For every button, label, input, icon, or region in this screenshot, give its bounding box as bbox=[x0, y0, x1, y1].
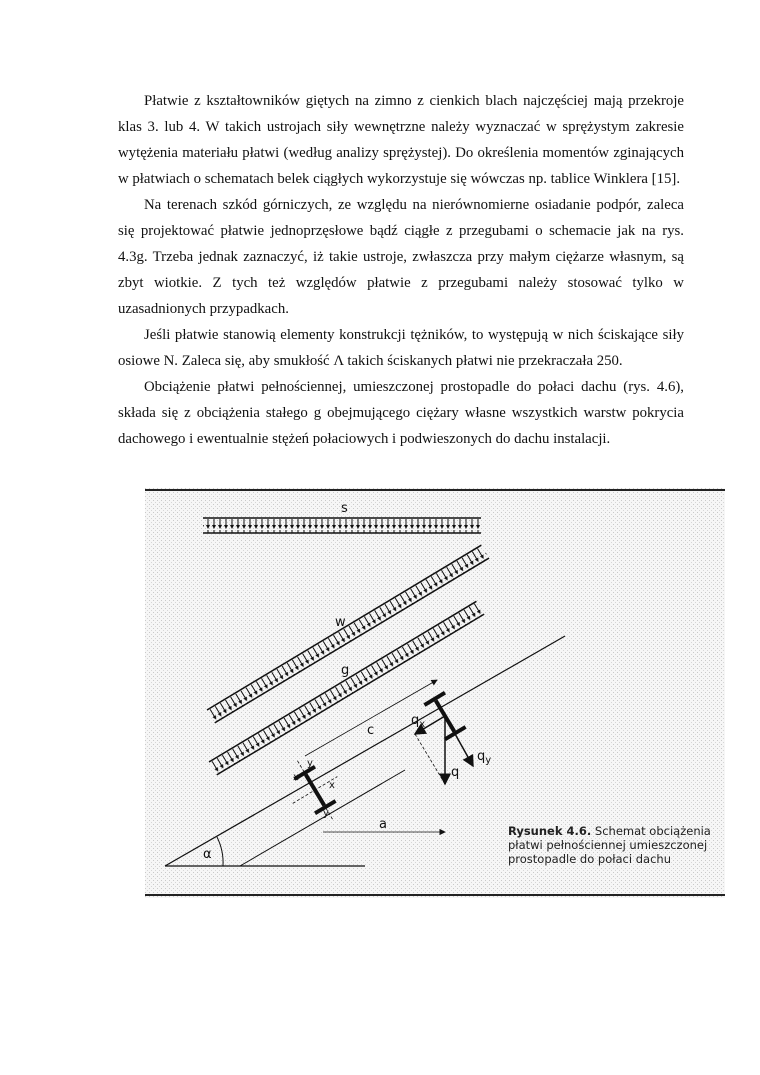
paragraph-1: Płatwie z kształtowników giętych na zimno z cienkich blach najczęściej mają przekroje klas 3. lub 4. W takich ustrojach siły wewnętrzne należy wyznaczać w sprężystym zakresie wytężenia materiału płatwi (według analizy sprężystej). Do określenia momentów zginających w płatwiach o schematach belek ciągłych wykorzystuje się wówczas np. tablice Winklera [15]. bbox=[118, 93, 684, 187]
label-w: w bbox=[335, 615, 346, 630]
load-s-band bbox=[203, 518, 481, 533]
label-q: q bbox=[451, 765, 460, 780]
label-x-lower: x bbox=[293, 772, 299, 783]
label-g: g bbox=[341, 663, 350, 678]
label-y-lower-bottom: y bbox=[323, 808, 329, 819]
figure-caption bbox=[508, 824, 718, 866]
label-qx: $q_x$ bbox=[411, 713, 426, 730]
paragraph-3: Jeśli płatwie stanowią elementy konstrukcji tężników, to występują w nich ściskające siły osiowe N. Zaleca się, aby smukłość Λ takich ściskanych płatwi nie przekraczała 250. bbox=[118, 327, 684, 369]
label-a: a bbox=[379, 817, 387, 832]
label-alpha: α bbox=[203, 847, 212, 862]
caption-text: Schemat obciążenia płatwi pełnościennej umieszczonej prostopadle do połaci dachu bbox=[508, 824, 711, 866]
paragraph-2: Na terenach szkód górniczych, ze względu na nierównomierne osiadanie podpór, zaleca się projektować płatwie jednoprzęsłowe bądź ciągłe z przegubami o schemacie jak na rys. 4.3g. Trzeba jednak zaznaczyć, iż takie ustroje, zwłaszcza przy małym ciężarze własnym, są zbyt wiotkie. Z tych też względów płatwie z przegubami należy stosować tylko w uzasadnionych przypadkach. bbox=[118, 197, 684, 317]
label-y-lower-top: y bbox=[307, 758, 313, 769]
paragraph-4: Obciążenie płatwi pełnościennej, umieszczonej prostopadle do połaci dachu (rys. 4.6), składa się z obciążenia stałego g obejmującego ciężary własne wszystkich warstw pokrycia dachowego i ewentualnie stężeń połaciowych i podwieszonych do dachu instalacji. bbox=[118, 379, 684, 447]
document-text bbox=[118, 88, 684, 452]
caption-number: Rysunek 4.6. bbox=[508, 824, 592, 838]
label-x-lower-right: x bbox=[329, 780, 335, 791]
label-qy: $q_y$ bbox=[477, 749, 492, 766]
label-s: s bbox=[341, 501, 348, 516]
figure-4-6 bbox=[145, 488, 725, 898]
label-c: c bbox=[367, 723, 375, 738]
